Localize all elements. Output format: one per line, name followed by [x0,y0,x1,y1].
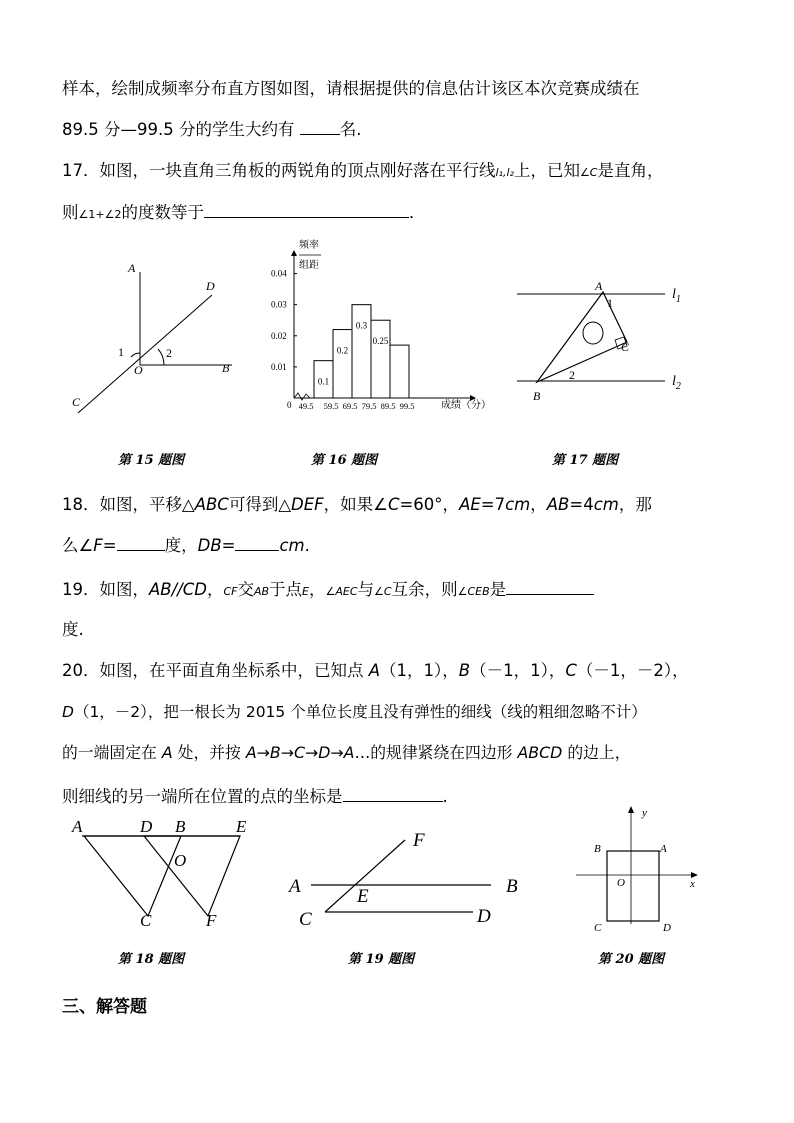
axis-break-mark [294,393,310,400]
y-axis-arrow [628,806,634,813]
text-segment: 则细线的另一端所在位置的点的坐标是 [62,787,343,806]
text-segment: 互余，则 [391,580,458,599]
text-segment: 则 [62,203,79,222]
label-F: F [206,911,217,930]
x-tick-label: 69.5 [342,401,358,411]
label-l1: $l_1$ [672,287,681,305]
figure-15 [60,250,260,420]
label-D: D [663,922,671,934]
math-inline: AB//CD [149,580,207,599]
bar-data-label: 0.2 [336,345,349,356]
text-segment: 样本，绘制成频率分布直方图如图，请根据提供的信息估计该区本次竞赛成绩在 [62,79,640,98]
label-C: C [621,340,630,354]
caption-15: 第 15 题图 [118,453,185,468]
triangle-hole [583,322,603,344]
caption-18: 第 18 题图 [118,952,185,967]
x-tick-label: 59.5 [323,401,339,411]
label-1: 1 [118,345,124,359]
text-segment: 19．如图， [62,580,149,599]
figure-18 [68,814,258,934]
x-tick-label: 79.5 [361,401,377,411]
problem-17-line1 [62,160,663,184]
text-segment: 于点 [269,580,303,599]
label-B: B [175,817,186,836]
label-B: B [533,389,541,403]
histogram-bar [390,345,409,398]
label-D: D [477,906,491,927]
text-segment: 的度数等于 [121,203,204,222]
bar-data-label: 0.3 [355,320,368,331]
y-tick-label: 0.01 [271,361,287,372]
problem-19-line2 [62,619,84,641]
caption-17: 第 17 题图 [552,453,619,468]
problem-18-line2 [62,534,310,557]
origin-label: 0 [287,400,292,410]
math-inline: cm [505,495,531,514]
text-segment: （－1，－2）， [576,661,689,680]
text-segment: ． [408,203,426,222]
math-inline: DB [197,536,222,555]
bar-data-label: 0.1 [317,376,330,387]
text-segment: 的边上， [562,743,631,762]
text-segment: 可得到△ [228,495,292,514]
text-segment: 度. [62,620,84,639]
figure-19 [285,826,545,936]
text-segment: ，如果∠ [323,495,388,514]
problem-16-continued [62,78,640,100]
y-tick-label: 0.04 [271,268,287,279]
math-inline: C [387,495,400,514]
math-inline: ∠CEB [457,585,490,598]
text-segment: = [102,536,117,555]
problem-17-line2 [62,201,425,226]
text-segment: ，那 [618,495,652,514]
text-segment: 的一端固定在 [62,743,162,762]
figure-17 [515,272,695,407]
text-segment: 名. [339,120,362,139]
label-C: C [299,909,312,930]
angle-arc-2 [158,349,164,365]
math-inline: D [62,703,74,721]
label-O: O [174,851,187,870]
answer-blank-19 [506,578,594,595]
caption-16: 第 16 题图 [311,453,378,468]
math-inline: CF [223,585,238,598]
math-inline: F [93,536,103,555]
label-A: A [289,876,301,897]
math-inline: ABC [194,495,229,514]
caption-19: 第 19 题图 [348,952,415,967]
ylabel-line1: 频率 [299,240,319,251]
answer-blank-20 [343,785,443,802]
answer-blank-18a [117,534,165,551]
math-inline: C [565,661,577,680]
text-segment: = [221,536,236,555]
text-segment: ， [530,495,547,514]
angle-1: 1 [607,296,613,310]
label-l2: $l_2$ [672,374,681,392]
label-E: E [357,886,369,907]
math-inline: AB [253,585,270,598]
problem-20-line4 [62,785,448,808]
text-segment: 上，已知 [513,161,580,180]
x-tick-label: 99.5 [399,401,415,411]
label-A: A [595,279,603,293]
angle-arc-1 [131,353,140,357]
text-segment: 度， [164,536,198,555]
math-inline: ABCD [517,743,563,762]
text-segment: 处，并按 [172,743,246,762]
text-segment: …的规律紧绕在四边形 [354,743,518,762]
text-segment: =4 [569,495,594,514]
ylabel-line2: 组距 [299,260,319,271]
label-B: B [506,876,518,897]
histogram-bar [371,320,390,398]
answer-blank-17 [204,201,409,218]
math-inline: A→B→C→D→A [245,743,355,762]
x-tick-label: 49.5 [298,401,314,411]
label-O: O [617,877,625,889]
label-B: B [594,843,601,855]
y-tick-label: 0.03 [271,299,287,310]
label-C: C [594,922,602,934]
figure-20 [572,804,712,938]
text-segment: 89.5 分—99.5 分的学生大约有 [62,120,295,139]
text-segment: =7 [480,495,506,514]
math-inline: l₁,l₂ [495,166,514,179]
caption-20: 第 20 题图 [598,952,665,967]
section-heading: 三、解答题 [62,997,147,1017]
math-inline: B [458,661,471,680]
text-segment: 与 [357,580,375,599]
label-A: A [72,817,83,836]
label-O: O [134,363,143,377]
text-segment: 么∠ [62,536,94,555]
math-inline: cm [593,495,619,514]
problem-20-line2 [62,701,647,723]
figure-16-histogram [268,238,498,418]
math-inline: AB [546,495,570,514]
problem-18-line1 [62,494,652,516]
line-CD [78,295,212,413]
label-C: C [72,395,81,409]
math-inline: ∠C [374,585,392,598]
triangle-DEF [144,836,240,916]
text-segment: 18．如图，平移△ [62,495,195,514]
answer-blank-18b [235,534,279,551]
text-segment: （1，1）， [380,661,459,680]
y-tick-label: 0.02 [271,330,287,341]
text-segment: ， [309,580,326,599]
label-F: F [413,830,425,851]
text-segment: （1，－2），把一根长为 2015 个单位长度且没有弹性的细线（线的粗细忽略不计） [73,703,647,721]
set-square-triangle [537,292,627,382]
problem-16-end [62,118,361,141]
bar-data-label: 0.25 [372,336,389,347]
label-x: x [690,878,695,890]
math-inline: A [368,661,381,680]
problem-20-line3 [62,742,631,764]
text-segment: . [304,536,310,555]
label-D: D [140,817,153,836]
angle-2: 2 [569,368,575,382]
text-segment: . [442,787,448,806]
problem-20-line1 [62,660,689,682]
text-segment: ， [206,580,224,599]
math-inline: E [302,585,309,598]
label-E: E [236,817,247,836]
math-inline: DEF [291,495,324,514]
label-A: A [660,843,667,855]
text-segment: （－1，1）， [470,661,566,680]
label-B: B [222,361,230,375]
histogram-bar [352,305,371,398]
label-A: A [128,261,136,275]
text-segment: 是直角， [597,161,664,180]
label-C: C [140,911,152,930]
text-segment: 交 [237,580,254,599]
problem-19-line1 [62,578,594,603]
text-segment: =60°， [399,495,460,514]
x-tick-label: 89.5 [380,401,396,411]
label-y: y [642,807,647,819]
math-inline: cm [279,536,305,555]
y-axis-arrow [291,250,297,256]
math-inline: ∠1+∠2 [78,208,122,221]
math-inline: A [161,743,173,762]
label-2: 2 [166,346,172,360]
text-segment: 17．如图，一块直角三角板的两锐角的顶点刚好落在平行线 [62,161,496,180]
text-segment: 是 [489,580,507,599]
label-D: D [206,279,215,293]
inner-triangle [565,312,617,368]
rectangle-ABCD [607,851,659,921]
xlabel: 成绩（分） [441,400,491,411]
answer-blank-16 [300,118,340,135]
triangle-ABC [84,836,181,916]
text-segment: 20．如图，在平面直角坐标系中，已知点 [62,661,369,680]
histogram-bar [333,330,352,398]
math-inline: AE [459,495,481,514]
math-inline: ∠AEC [325,585,358,598]
math-inline: ∠C [579,166,598,179]
